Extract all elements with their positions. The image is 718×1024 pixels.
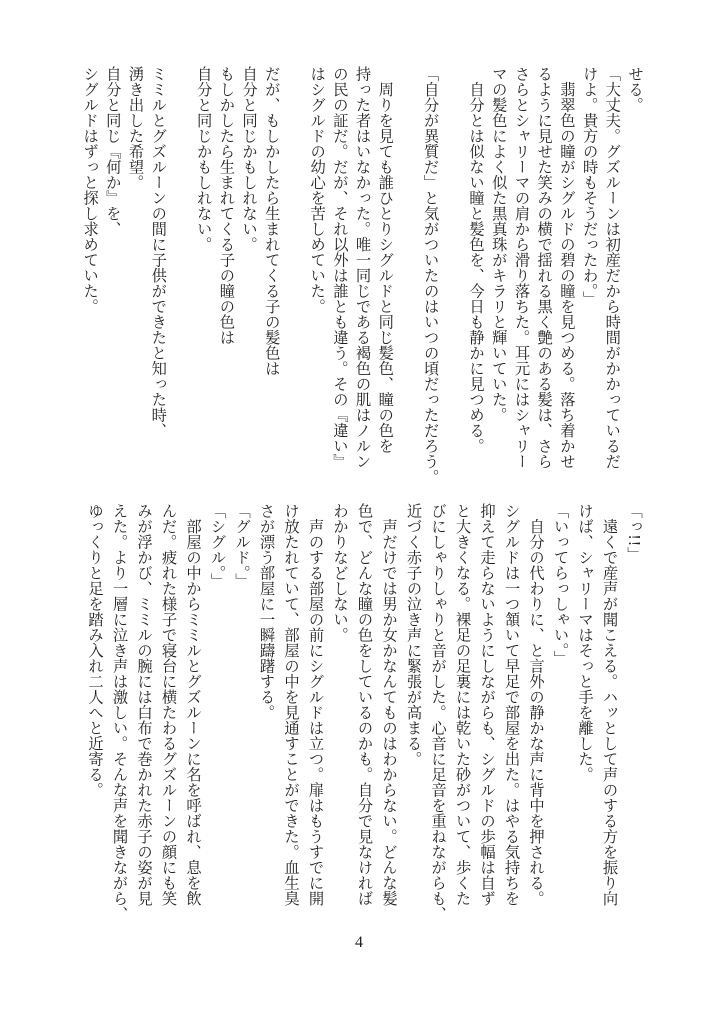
text-line: けよ。貴方の時もそうだったわ。」: [580, 66, 599, 307]
text-line: 色で、どんな瞳の色をしているのかも。自分で見なければ: [355, 503, 374, 906]
text-line: と大きくなる。裸足の足裏には乾いた砂がついて、歩くた: [453, 503, 472, 906]
text-line: シグルドはずっと探し求めていた。: [81, 66, 100, 314]
text-line: [396, 66, 419, 486]
text-line: [169, 66, 192, 486]
text-line: [442, 66, 465, 486]
text-line: はシグルドの幼心を苦しめていた。: [308, 66, 327, 314]
text-line: 「大丈夫。グズルーンは初産だから時間がかかっているだ: [603, 66, 622, 469]
text-line: ゆっくりと足を踏み入れ二人へと近寄る。: [86, 503, 104, 798]
text-line: [283, 66, 306, 486]
text-line: 抑えて走らないようにしながらも、シグルドの歩幅は自ず: [478, 503, 496, 906]
text-line: さらとシャリーマの肩から滑り落ちた。耳元にはシャリー: [512, 66, 531, 469]
text-line: 部屋の中からミミルとグズルーンに名を呼ばれ、息を飲: [184, 503, 202, 906]
text-line: んだ。疲れた様子で寝台に横たわるグズルーンの顔にも笑: [159, 503, 178, 906]
text-line: 自分と同じかもしれない。: [240, 66, 259, 252]
text-block-top: [78, 66, 646, 486]
text-line: シグルドは一つ頷いて早足で部屋を出た。はやる気持ちを: [502, 503, 521, 906]
text-line: みが浮かび、ミミルの腕には白布で巻かれた赤子の姿が見: [135, 503, 153, 906]
text-line: さが漂う部屋に一瞬躊躇する。: [257, 503, 276, 720]
text-line: 遠くで産声が聞こえる。ハッとして声のする方を振り向: [600, 503, 619, 906]
text-line: 「シグル。」: [208, 503, 227, 589]
text-line: るように見せた笑みの横で揺れる黒く艶のある髪は、さら: [535, 66, 554, 469]
text-line: もしかしたら生まれてくる子の瞳の色は: [217, 66, 236, 345]
text-line: せる。: [626, 66, 644, 113]
text-block-bottom: [83, 503, 647, 923]
text-line: わかりなどしない。: [331, 503, 349, 643]
text-line: びにしゃりしゃりと音がした。心音に足音を重ねながらも、: [429, 503, 447, 922]
text-line: 湧き出した希望。: [126, 66, 145, 190]
text-line: だが、もしかしたら生まれてくる子の髪色は: [262, 66, 281, 376]
text-line: 自分の代わりに、と言外の静かな声に背中を押される。: [527, 503, 545, 906]
page-number: 4: [355, 934, 363, 951]
text-line: 自分と同じ『何か』を、: [103, 66, 122, 237]
text-line: 持った者はいなかった。唯一同じである褐色の肌はノルン: [353, 66, 372, 469]
text-line: ミミルとグズルーンの間に子供ができたと知った時、: [149, 66, 168, 438]
text-line: 「自分が異質だ」と気がついたのはいつの頃だっただろう。: [421, 66, 440, 485]
text-line: えた。より一層に泣き声は激しい。そんな声を聞きながら、: [110, 503, 129, 922]
text-line: マの髪色によく似た黒真珠がキラリと輝いていた。: [489, 66, 508, 423]
text-line: 近づく赤子の泣き声に緊張が高まる。: [404, 503, 423, 767]
text-line: けば、シャリーマはそっと手を離した。: [576, 503, 594, 782]
text-line: 「グルド。」: [233, 503, 251, 589]
text-line: 翡翠色の瞳がシグルドの碧の瞳を見つめる。落ち着かせ: [557, 66, 576, 469]
text-line: 自分とは似ない瞳と髪色を、今日も静かに見つめる。: [467, 66, 486, 454]
text-line: け放たれていて、部屋の中を見通すことができた。血生臭: [282, 503, 300, 906]
text-line: 声のする部屋の前にシグルドは立つ。扉はもうすでに開: [306, 503, 325, 906]
text-line: 周りを見ても誰ひとりシグルドと同じ髪色、瞳の色を: [376, 66, 395, 454]
text-line: 自分と同じかもしれない。: [194, 66, 213, 252]
text-line: 「っ!!」: [625, 503, 643, 563]
text-line: 声だけでは男か女かなんてものはわからない。どんな髪: [380, 503, 398, 906]
text-line: の民の証だ。だが、それ以外は誰とも違う。その『違い』: [330, 66, 349, 469]
text-line: 「いってらっしゃい。」: [551, 503, 570, 666]
